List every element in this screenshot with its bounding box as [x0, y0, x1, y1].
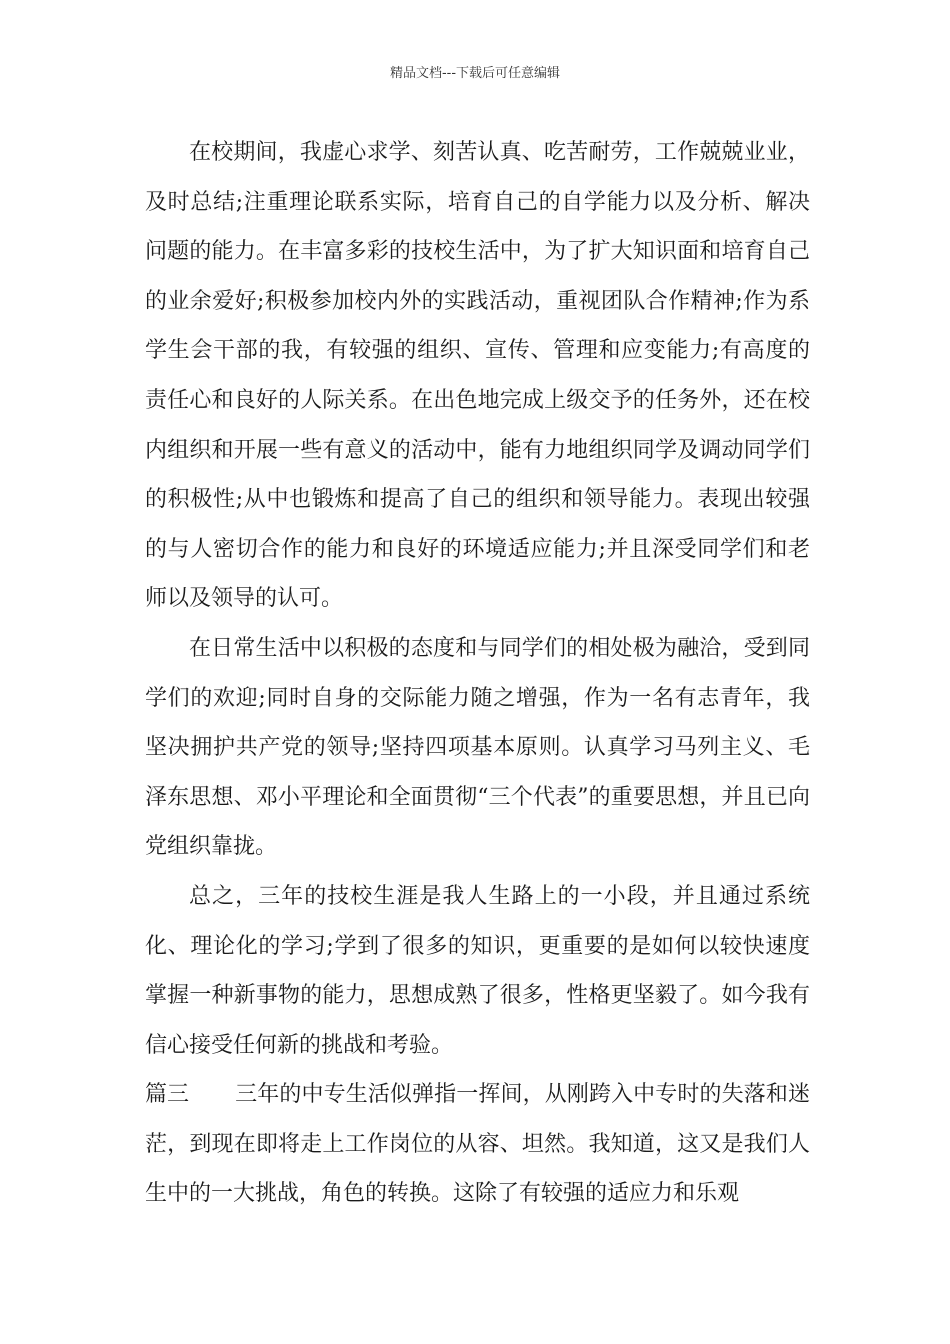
section-paragraph [145, 1070, 810, 1219]
section-label: 篇三 [145, 1082, 190, 1108]
page-header: 精品文档---下载后可任意编辑 [389, 66, 561, 81]
paragraph-1: 在校期间，我虚心求学、刻苦认真、吃苦耐劳，工作兢兢业业，及时总结;注重理论联系实际，培育自己的自学能力以及分析、解决问题的能力。在丰富多彩的技校生活中，为了扩大知识面和培育自己的业余爱好;积极参加校内外的实践活动，重视团队合作精神;作为系学生会干部的我，有较强的组织、宣传、管理和应变能力;有高度的责任心和良好的人际关系。在出色地完成上级交予的任务外，还在校内组织和开展一些有意义的活动中，能有力地组织同学及调动同学们的积极性;从中也锻炼和提高了自己的组织和领导能力。表现出较强的与人密切合作的能力和良好的环境适应能力;并且深受同学们和老师以及领导的认可。 [145, 140, 810, 612]
paragraph-2: 在日常生活中以积极的态度和与同学们的相处极为融洽，受到同学们的欢迎;同时自身的交际能力随之增强，作为一名有志青年，我坚决拥护共产党的领导;坚持四项基本原则。认真学习马列主义、毛泽东思想、邓小平理论和全面贯彻“三个代表”的重要思想，并且已向党组织靠拢。 [145, 635, 810, 860]
paragraph-3: 总之，三年的技校生涯是我人生路上的一小段，并且通过系统化、理论化的学习;学到了很多的知识，更重要的是如何以较快速度掌握一种新事物的能力，思想成熟了很多，性格更坚毅了。如今我有信心接受任何新的挑战和考验。 [145, 883, 810, 1058]
document-body [145, 128, 810, 1219]
section-text: 三年的中专生活似弹指一挥间，从刚跨入中专时的失落和迷茫，到现在即将走上工作岗位的从容、坦然。我知道，这又是我们人生中的一大挑战，角色的转换。这除了有较强的适应力和乐观 [145, 1082, 810, 1207]
